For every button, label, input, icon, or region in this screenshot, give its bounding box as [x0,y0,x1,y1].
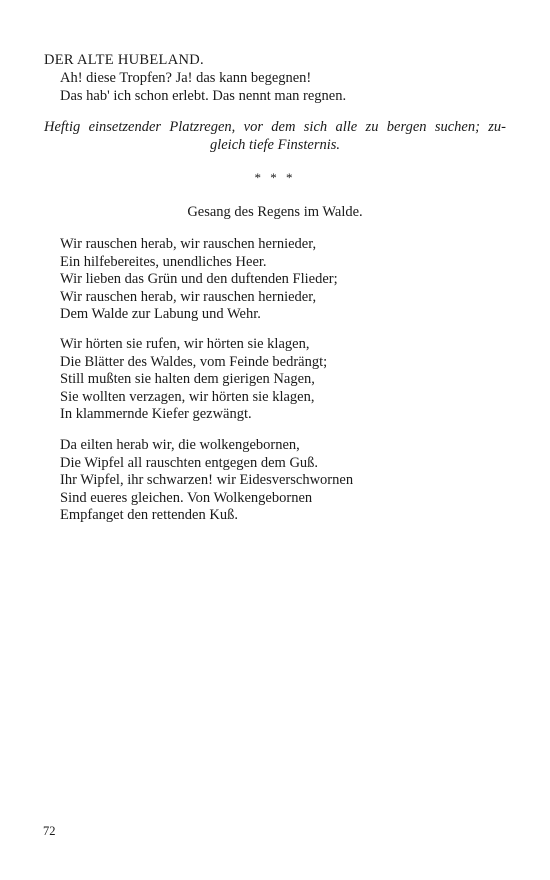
speaker-name: DER ALTE HUBELAND. [44,52,204,68]
speech-block [60,69,346,105]
song-title: Gesang des Regens im Walde. [187,204,363,220]
verse-line: Die Wipfel all rauschten entgegen dem Guß. [60,454,319,471]
stanza-1 [60,236,338,324]
verse-line: Da eilten herab wir, die wolkengebornen, [60,437,300,453]
verse-line: Sie wollten verzagen, wir hörten sie klagen, [60,388,315,405]
verse-line: Ihr Wipfel, ihr schwarzen! wir Eidesverschwornen [60,472,354,488]
stanza-2 [60,336,327,424]
stage-direction-line: gleich tiefe Finsternis. [209,137,341,153]
speech-line: Ah! diese Tropfen? Ja! das kann begegnen! [60,70,312,86]
verse-line: Wir lieben das Grün und den duftenden Flieder; [60,271,338,287]
section-separator: * * * [254,170,296,185]
verse-line: Wir hörten sie rufen, wir hörten sie klagen, [60,336,310,352]
verse-line: Empfanget den rettenden Kuß. [60,507,238,523]
verse-line: Wir rauschen herab, wir rauschen hernieder, [60,288,317,305]
verse-line: Dem Walde zur Labung und Wehr. [60,306,261,322]
stage-direction-line: Heftig einsetzender Platzregen, vor dem sich alle zu bergen suchen; zu- [44,119,506,135]
verse-line: Die Blätter des Waldes, vom Feinde bedrängt; [60,353,328,370]
verse-line: Ein hilfebereites, unendliches Heer. [60,253,267,270]
verse-line: In klammernde Kiefer gezwängt. [60,406,252,422]
verse-line: Still mußten sie halten dem gierigen Nagen, [60,371,315,387]
stage-direction [44,118,506,154]
verse-line: Sind eueres gleichen. Von Wolkengebornen [60,489,313,506]
page-number: 72 [43,824,56,838]
stanza-3 [60,437,353,525]
speech-line: Das hab' ich schon erlebt. Das nennt man regnen. [60,88,347,104]
verse-line: Wir rauschen herab, wir rauschen hernieder, [60,236,317,252]
